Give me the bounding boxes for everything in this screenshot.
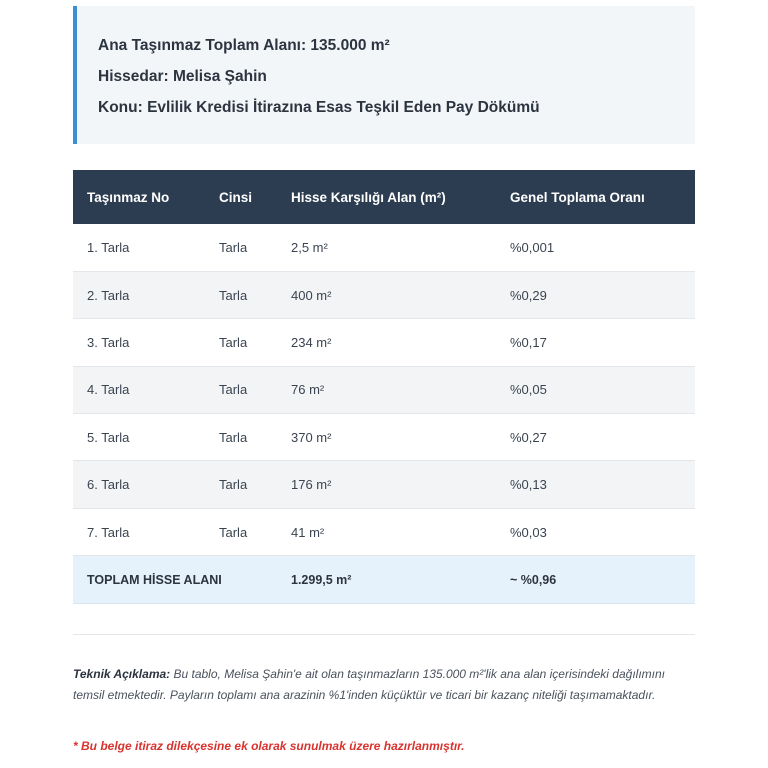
total-area: 1.299,5 m² xyxy=(277,556,496,604)
cell-area: 76 m² xyxy=(277,366,496,413)
shareholder-line: Hissedar: Melisa Şahin xyxy=(98,68,267,85)
total-row xyxy=(73,556,695,604)
cell-ratio: %0,03 xyxy=(496,508,695,555)
cell-parcel: 6. Tarla xyxy=(73,461,205,508)
cell-type: Tarla xyxy=(205,508,277,555)
cell-type: Tarla xyxy=(205,366,277,413)
cell-ratio: %0,05 xyxy=(496,366,695,413)
cell-type: Tarla xyxy=(205,461,277,508)
cell-area: 234 m² xyxy=(277,319,496,366)
cell-parcel: 1. Tarla xyxy=(73,224,205,271)
warning-note: * Bu belge itiraz dilekçesine ek olarak sunulmak üzere hazırlanmıştır. xyxy=(73,739,465,753)
subject-line: Konu: Evlilik Kredisi İtirazına Esas Teşkil Eden Pay Dökümü xyxy=(98,99,540,116)
table-row xyxy=(73,224,695,271)
table-row xyxy=(73,366,695,413)
cell-area: 176 m² xyxy=(277,461,496,508)
cell-area: 41 m² xyxy=(277,508,496,555)
column-header-area: Hisse Karşılığı Alan (m²) xyxy=(277,170,496,224)
table-row xyxy=(73,508,695,555)
table-row xyxy=(73,319,695,366)
cell-parcel: 3. Tarla xyxy=(73,319,205,366)
share-table xyxy=(73,170,695,604)
cell-parcel: 7. Tarla xyxy=(73,508,205,555)
table-row xyxy=(73,271,695,318)
cell-type: Tarla xyxy=(205,319,277,366)
cell-parcel: 4. Tarla xyxy=(73,366,205,413)
cell-parcel: 5. Tarla xyxy=(73,414,205,461)
cell-ratio: %0,27 xyxy=(496,414,695,461)
technical-note xyxy=(73,664,683,706)
cell-area: 2,5 m² xyxy=(277,224,496,271)
cell-ratio: %0,29 xyxy=(496,271,695,318)
column-header-type: Cinsi xyxy=(205,170,277,224)
cell-area: 370 m² xyxy=(277,414,496,461)
cell-ratio: %0,17 xyxy=(496,319,695,366)
column-header-parcel: Taşınmaz No xyxy=(73,170,205,224)
table-row xyxy=(73,414,695,461)
table-row xyxy=(73,461,695,508)
cell-ratio: %0,13 xyxy=(496,461,695,508)
info-box xyxy=(73,6,695,144)
cell-area: 400 m² xyxy=(277,271,496,318)
total-ratio: ~ %0,96 xyxy=(496,556,695,604)
total-label: TOPLAM HİSSE ALANI xyxy=(73,556,277,604)
technical-note-label: Teknik Açıklama: xyxy=(73,667,171,681)
cell-ratio: %0,001 xyxy=(496,224,695,271)
technical-note-text: Bu tablo, Melisa Şahin'e ait olan taşınmazların 135.000 m²'lik ana alan içerisindeki dağılımını temsil etmektedir. Payların toplamı ana arazinin %1'inden küçüktür ve ticari bir kazanç niteliği taşımamaktadır. xyxy=(73,667,666,702)
cell-type: Tarla xyxy=(205,271,277,318)
divider xyxy=(73,634,695,635)
column-header-ratio: Genel Toplama Oranı xyxy=(496,170,695,224)
total-area-line: Ana Taşınmaz Toplam Alanı: 135.000 m² xyxy=(98,37,390,54)
cell-type: Tarla xyxy=(205,414,277,461)
cell-type: Tarla xyxy=(205,224,277,271)
cell-parcel: 2. Tarla xyxy=(73,271,205,318)
table-header-row xyxy=(73,170,695,224)
